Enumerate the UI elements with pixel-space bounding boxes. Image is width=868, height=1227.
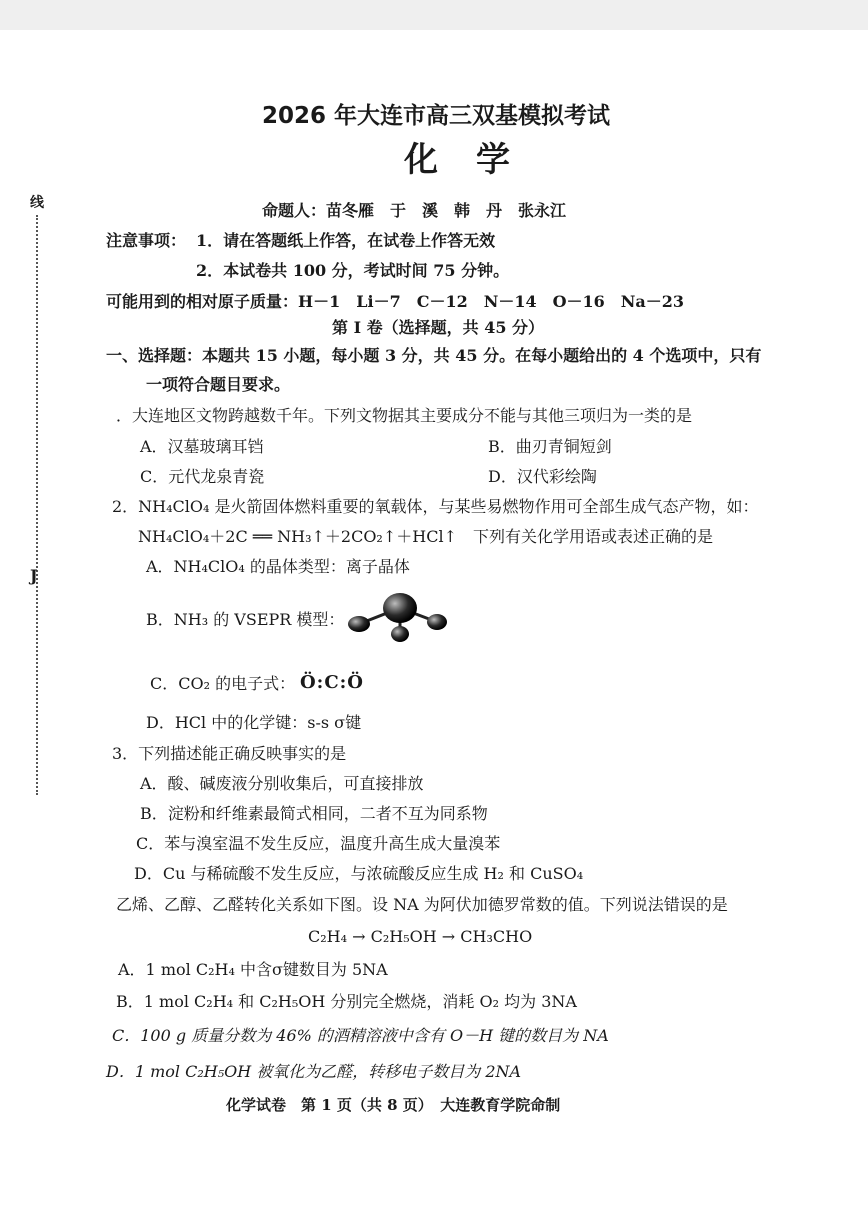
note-item: 1．请在答题纸上作答，在试卷上作答无效 (196, 231, 496, 250)
option-a: A．酸、碱废液分别收集后，可直接排放 (140, 774, 424, 793)
option-c: C．CO₂ 的电子式： (150, 674, 296, 693)
option-c: C．100 g 质量分数为 46% 的酒精溶液中含有 O－H 键的数目为 NA (112, 1026, 609, 1045)
option-a: A．NH₄ClO₄ 的晶体类型：离子晶体 (146, 557, 410, 576)
scan-top-border (0, 0, 868, 30)
option-d: D．Cu 与稀硫酸不发生反应，与浓硫酸反应生成 H₂ 和 CuSO₄ (134, 864, 584, 883)
page-footer: 化学试卷 第 1 页（共 8 页） 大连教育学院命制 (226, 1096, 561, 1114)
authors: 命题人：苗冬雁 于 溪 韩 丹 张永江 (262, 201, 567, 220)
option-b: B．1 mol C₂H₄ 和 C₂H₅OH 分别完全燃烧，消耗 O₂ 均为 3NA (116, 992, 577, 1011)
note-item: 2．本试卷共 100 分，考试时间 75 分钟。 (196, 261, 510, 280)
option-b: B．NH₃ 的 VSEPR 模型： (146, 610, 345, 629)
atomic-masses: 可能用到的相对原子质量：H－1 Li－7 C－12 N－14 O－16 Na－23 (106, 292, 685, 311)
option-a: A．汉墓玻璃耳铛 (140, 437, 264, 456)
option-b: B．曲刃青铜短剑 (488, 437, 612, 456)
binding-mark: 线 (30, 195, 44, 211)
vsepr-model-image (345, 590, 450, 645)
question-stem: 2．NH₄ClO₄ 是火箭固体燃料重要的氧载体，与某些易燃物作用可全部生成气态产物，如： (112, 497, 759, 516)
section-instruction: 一、选择题：本题共 15 小题，每小题 3 分，共 45 分。在每小题给出的 4 个选项中，只有 (106, 346, 762, 365)
notes-label: 注意事项： (106, 231, 187, 250)
option-d: D．汉代彩绘陶 (488, 467, 597, 486)
question-equation: NH₄ClO₄＋2C ══ NH₃↑＋2CO₂↑＋HCl↑ 下列有关化学用语或表述正确的是 (138, 527, 713, 546)
subject-title: 化学 (404, 140, 548, 180)
binding-dotted-line (36, 215, 38, 795)
option-a: A．1 mol C₂H₄ 中含σ键数目为 5NA (118, 960, 388, 979)
option-d: D．HCl 中的化学键：s-s σ键 (146, 713, 362, 732)
electron-formula: Ö:C:Ö (300, 672, 364, 693)
option-c: C．苯与溴室温不发生反应，温度升高生成大量溴苯 (136, 834, 501, 853)
section-instruction: 一项符合题目要求。 (146, 375, 291, 394)
option-d: D．1 mol C₂H₅OH 被氧化为乙醛，转移电子数目为 2NA (106, 1062, 522, 1081)
question-stem: ．大连地区文物跨越数千年。下列文物据其主要成分不能与其他三项归为一类的是 (116, 406, 693, 425)
binding-mark: J (30, 566, 38, 585)
option-c: C．元代龙泉青瓷 (140, 467, 265, 486)
option-b: B．淀粉和纤维素最简式相同，二者不互为同系物 (140, 804, 488, 823)
question-stem: 乙烯、乙醇、乙醛转化关系如下图。设 NA 为阿伏加德罗常数的值。下列说法错误的是 (116, 895, 728, 914)
exam-title: 2026 年大连市高三双基模拟考试 (262, 103, 611, 129)
section-title: 第 I 卷（选择题，共 45 分） (332, 318, 545, 337)
reaction-scheme: C₂H₄ → C₂H₅OH → CH₃CHO (308, 927, 533, 946)
question-stem: 3．下列描述能正确反映事实的是 (112, 744, 347, 763)
